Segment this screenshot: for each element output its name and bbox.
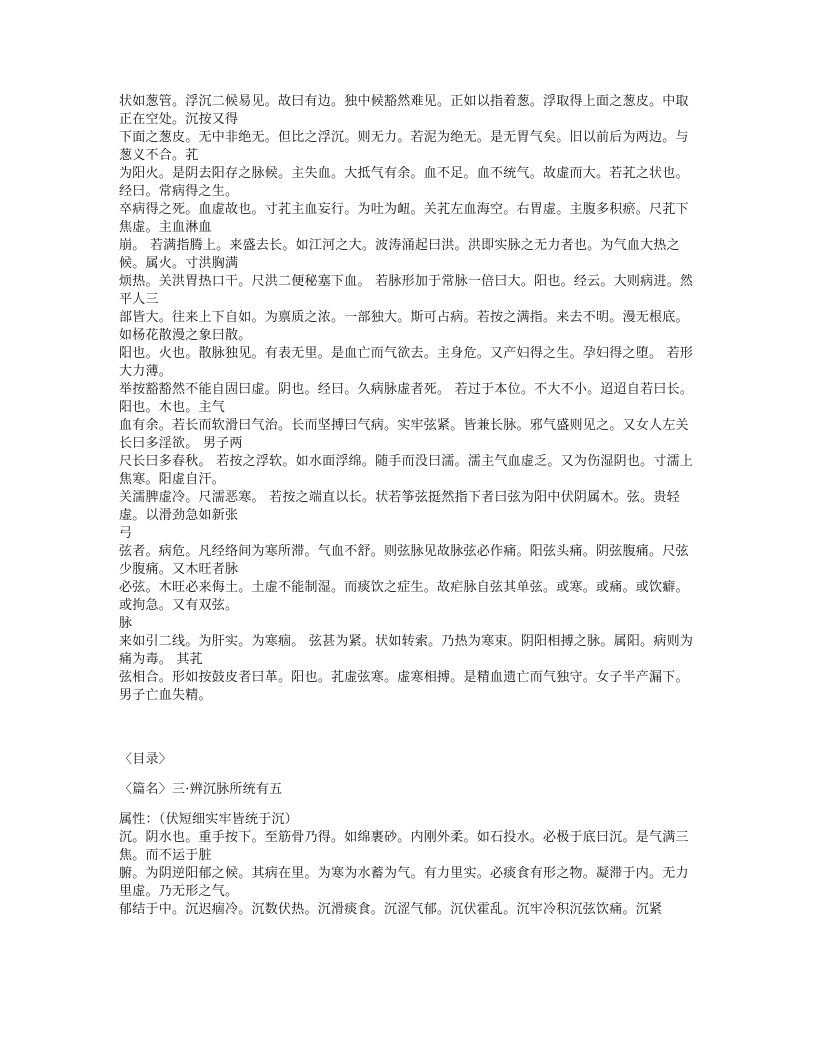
text-block-2 (119, 829, 699, 919)
text-line: 部皆大。往来上下自如。为禀质之浓。一部独大。斯可占病。若按之满指。来去不明。漫无根底。如杨花散漫之象曰散。 (119, 310, 689, 343)
toc-link[interactable]: 〈目录〉 (119, 752, 173, 767)
text-line: 阳也。火也。散脉独见。有表无里。是血亡而气欲去。主身危。又产妇得之生。孕妇得之堕。 若形大力薄。 (119, 346, 694, 379)
text-line: 尺长曰多春秋。 若按之浮软。如水面浮绵。随手而没曰濡。濡主气血虚乏。又为伤湿阴也。寸濡上焦寒。阳虚自汗。 (119, 454, 694, 487)
text-line: 状如葱管。浮沉二候易见。故曰有边。独中候豁然难见。正如以指着葱。浮取得上面之葱皮。中取正在空处。沉按又得 (119, 94, 689, 127)
text-line: 血有余。若长而软滑曰气治。长而坚搏曰气病。实牢弦紧。皆兼长脉。邪气盛则见之。又女人左关长曰多淫欲。 男子两 (119, 418, 689, 451)
text-line: 郁结于中。沉迟痼冷。沉数伏热。沉滑痰食。沉涩气郁。沉伏霍乱。沉牢冷积沉弦饮痛。沉紧 (119, 902, 663, 917)
text-line: 为阳火。是阴去阳存之脉候。主失血。大抵气有余。血不足。血不统气。故虚而大。若芤之状也。经曰。常病得之生。 (119, 166, 689, 199)
text-line: 脉 (119, 616, 133, 631)
text-block-1 (119, 93, 699, 705)
text-line: 关濡脾虚冷。尺濡恶寒。 若按之端直以长。状若筝弦挺然指下者曰弦为阳中伏阴属木。弦。贵轻虚。以滑劲急如新张 (119, 490, 680, 523)
attribute-line: 属性：（伏短细实牢皆统于沉） (119, 812, 299, 827)
text-line: 来如引二线。为肝实。为寒痼。 弦甚为紧。状如转索。乃热为寒束。阴阳相搏之脉。属阳。病则为痛为毒。 其芤 (119, 634, 694, 667)
text-line: 弦相合。形如按鼓皮者曰革。阳也。芤虚弦寒。虚寒相搏。是精血遗亡而气独守。女子半产漏下。男子亡血失精。 (119, 670, 689, 703)
text-line: 沉。阴水也。重手按下。至筋骨乃得。如绵裹砂。内刚外柔。如石投水。必极于底曰沉。是气满三焦。而不运于脏 (119, 830, 689, 863)
text-line: 烦热。关洪胃热口干。尺洪二便秘塞下血。 若脉形加于常脉一倍曰大。阳也。经云。大则病进。然平人三 (119, 274, 694, 307)
chapter-title: 〈篇名〉三·辨沉脉所统有五 (119, 782, 283, 797)
text-line: 卒病得之死。血虚故也。寸芤主血妄行。为吐为衄。关芤左血海空。右胃虚。主腹多积瘀。尺芤下焦虚。主血淋血 (119, 202, 689, 235)
text-line: 举按豁豁然不能自固曰虚。阴也。经曰。久病脉虚者死。 若过于本位。不大不小。迢迢自若曰长。阳也。木也。主气 (119, 382, 694, 415)
text-line: 弦者。病危。凡经络间为寒所滞。气血不舒。则弦脉见故脉弦必作痛。阳弦头痛。阴弦腹痛。尺弦少腹痛。又木旺者脉 (119, 544, 689, 577)
text-line: 崩。 若满指腾上。来盛去长。如江河之大。波涛涌起曰洪。洪即实脉之无力者也。为气血大热之候。属火。寸洪胸满 (119, 238, 680, 271)
text-line: 腑。为阴逆阳郁之候。其病在里。为寒为水蓄为气。有力里实。必痰食有形之物。凝滞于内。无力里虚。乃无形之气。 (119, 866, 689, 899)
text-line: 下面之葱皮。无中非绝无。但比之浮沉。则无力。若泥为绝无。是无胃气矣。旧以前后为两边。与葱义不合。芤 (119, 130, 689, 163)
document-page (119, 93, 699, 919)
text-line: 弓 (119, 526, 133, 541)
text-line: 必弦。木旺必来侮土。土虚不能制湿。而痰饮之症生。故疟脉自弦其单弦。或寒。或痛。或饮癖。或拘急。又有双弦。 (119, 580, 689, 613)
